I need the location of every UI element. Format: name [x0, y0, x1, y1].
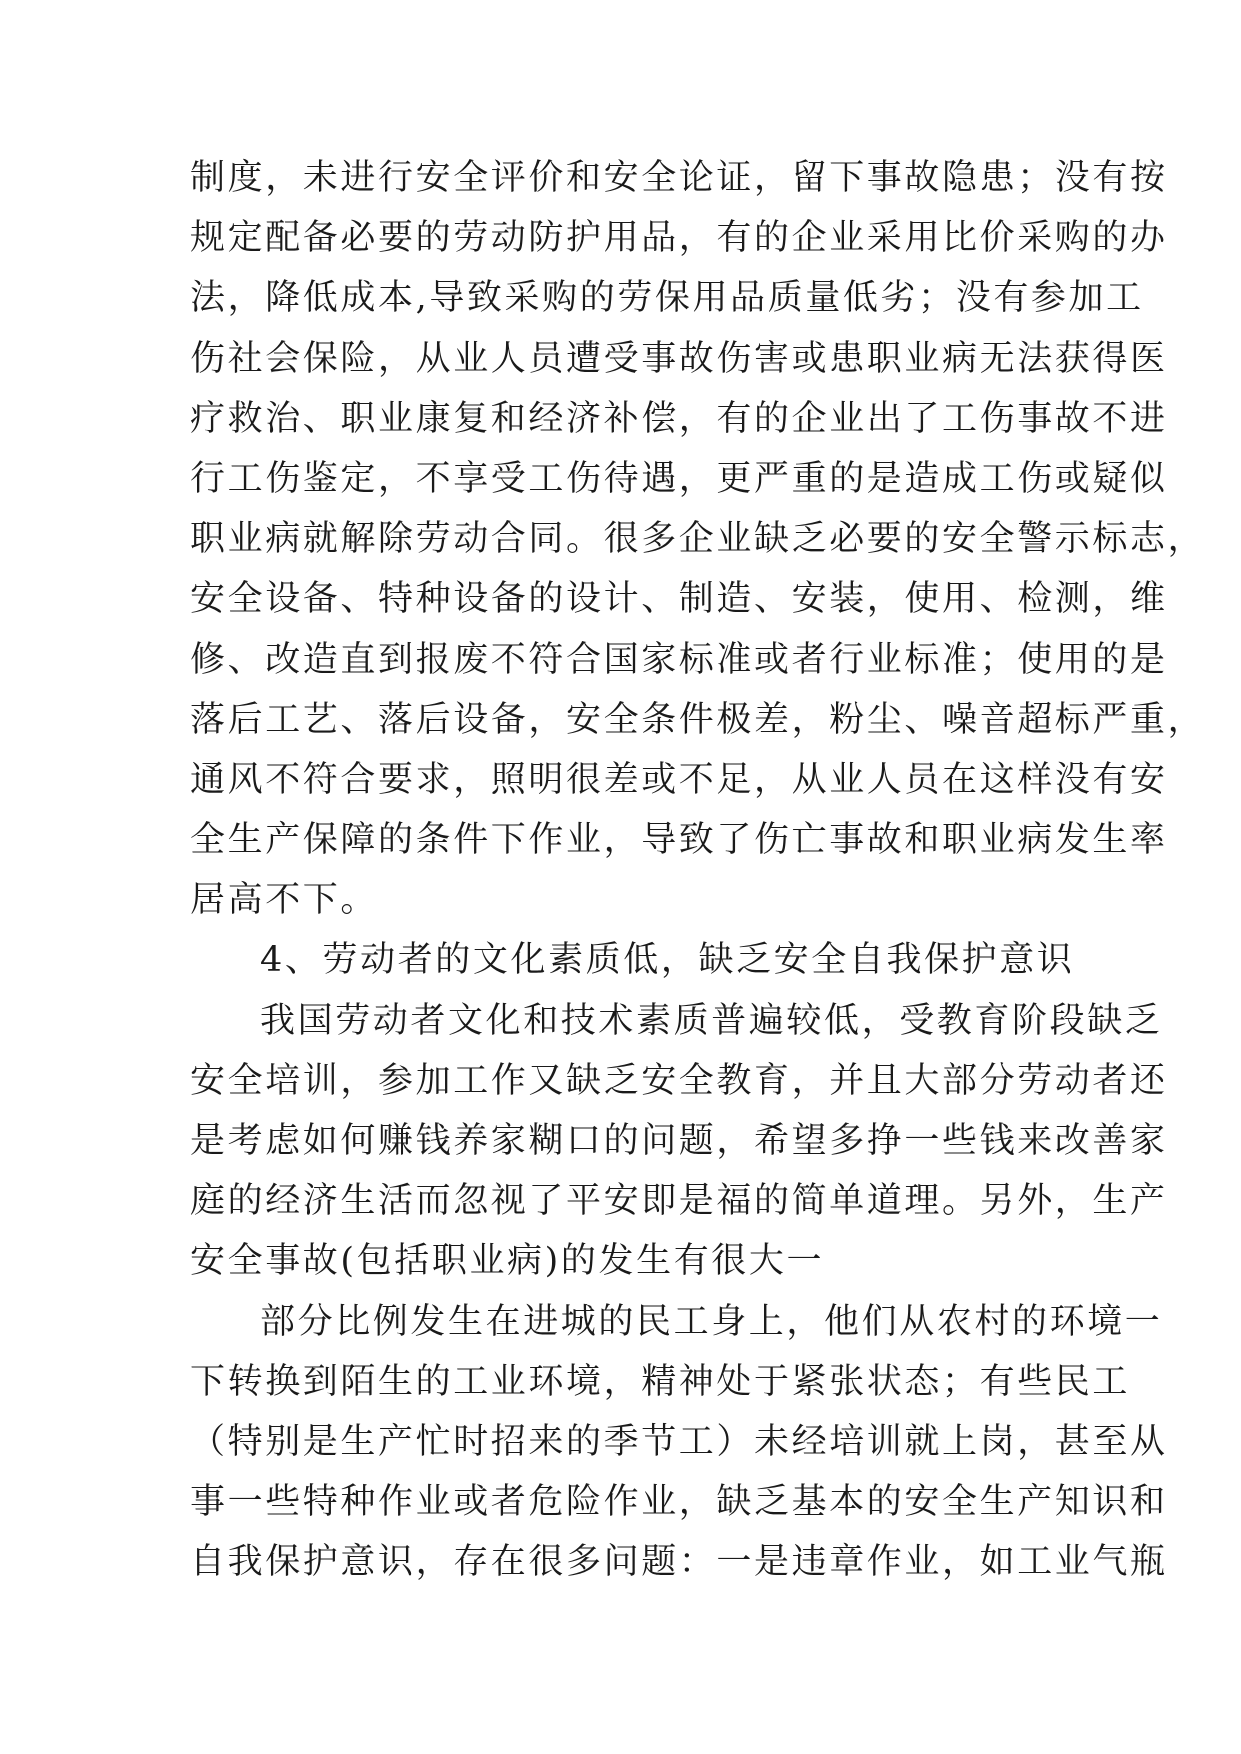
text-line: 下转换到陌生的工业环境，精神处于紧张状态；有些民工	[190, 1361, 1131, 1402]
text-line: 自我保护意识，存在很多问题：一是违章作业，如工业气瓶	[190, 1542, 1168, 1583]
document-body	[190, 148, 1206, 1593]
text-line: 通风不符合要求，照明很差或不足，从业人员在这样没有安	[190, 759, 1168, 800]
text-line: 事一些特种作业或者危险作业，缺乏基本的安全生产知识和	[190, 1482, 1168, 1523]
text-line: 制度，未进行安全评价和安全论证，留下事故隐患；没有按	[190, 158, 1168, 198]
section-heading: 4、劳动者的文化素质低，缺乏安全自我保护意识	[260, 940, 1075, 981]
text-line: 伤社会保险，从业人员遭受事故伤害或患职业病无法获得医	[190, 338, 1168, 379]
text-line: 安全培训，参加工作又缺乏安全教育，并且大部分劳动者还	[190, 1060, 1168, 1101]
paragraph-first-line: 部分比例发生在进城的民工身上，他们从农村的环境一	[260, 1301, 1163, 1342]
text-line: 居高不下。	[190, 880, 379, 921]
text-line: 修、改造直到报废不符合国家标准或者行业标准；使用的是	[190, 639, 1168, 680]
text-line: 全生产保障的条件下作业，导致了伤亡事故和职业病发生率	[190, 820, 1168, 861]
text-line: 安全事故(包括职业病)的发生有很大一	[190, 1241, 825, 1282]
text-line: 庭的经济生活而忽视了平安即是福的简单道理。另外，生产	[190, 1181, 1168, 1222]
paragraph-first-line: 我国劳动者文化和技术素质普遍较低，受教育阶段缺乏	[260, 1000, 1163, 1041]
text-line: 疗救治、职业康复和经济补偿，有的企业出了工伤事故不进	[190, 398, 1168, 439]
text-line: 安全设备、特种设备的设计、制造、安装，使用、检测，维	[190, 579, 1168, 620]
text-line: 行工伤鉴定，不享受工伤待遇，更严重的是造成工伤或疑似	[190, 458, 1168, 499]
text-line: 职业病就解除劳动合同。很多企业缺乏必要的安全警示标志，	[190, 519, 1206, 560]
text-line: （特别是生产忙时招来的季节工）未经培训就上岗，甚至从	[190, 1421, 1168, 1462]
text-line: 落后工艺、落后设备，安全条件极差，粉尘、噪音超标严重，	[190, 699, 1206, 740]
text-line: 法，降低成本,导致采购的劳保用品质量低劣；没有参加工	[190, 278, 1144, 319]
text-line: 是考虑如何赚钱养家糊口的问题，希望多挣一些钱来改善家	[190, 1121, 1168, 1161]
text-line: 规定配备必要的劳动防护用品，有的企业采用比价采购的办	[190, 218, 1168, 259]
